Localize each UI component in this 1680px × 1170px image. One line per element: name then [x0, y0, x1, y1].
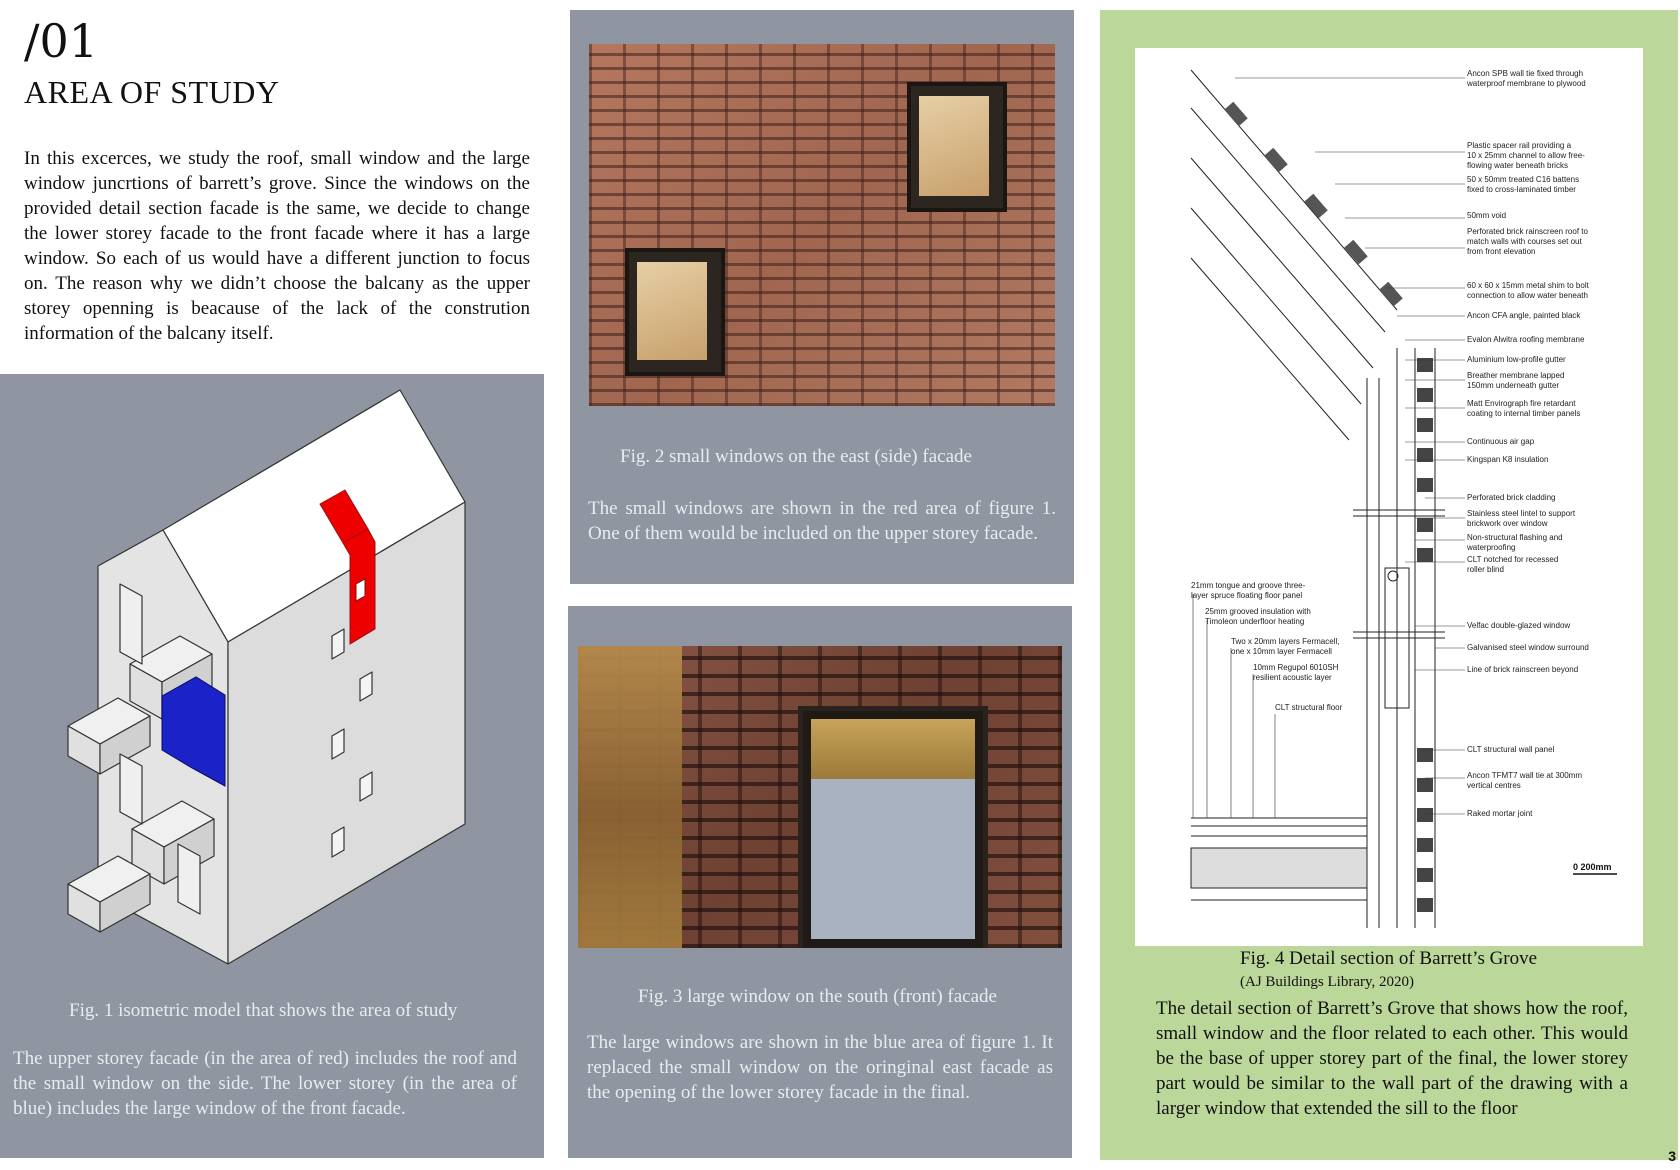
detail-section-drawing	[1135, 48, 1643, 946]
label-r-6: fixed to cross-laminated timber	[1467, 185, 1576, 194]
label-r-35: Raked mortar joint	[1467, 809, 1533, 818]
label-r-17: 150mm underneath gutter	[1467, 381, 1560, 390]
fig1-panel	[0, 374, 544, 1158]
label-r-1: waterproof membrane to plywood	[1467, 79, 1586, 88]
isometric-model-figure	[0, 374, 544, 994]
label-r-2: Plastic spacer rail providing a	[1467, 141, 1572, 150]
label-l-4: Two x 20mm layers Fermacell,	[1231, 637, 1340, 646]
label-r-19: coating to internal timber panels	[1467, 409, 1581, 418]
label-r-26: waterproofing	[1467, 543, 1516, 552]
label-r-29: Velfac double-glazed window	[1467, 621, 1571, 630]
label-r-30: Galvanised steel window surround	[1467, 643, 1589, 652]
label-r-0: Ancon SPB wall tie fixed through	[1467, 69, 1584, 78]
label-r-25: Non-structural flashing and	[1467, 533, 1563, 542]
label-l-8: CLT structural floor	[1275, 703, 1343, 712]
label-r-27: CLT notched for recessed	[1467, 555, 1559, 564]
page-section-number: /01	[24, 14, 99, 68]
label-r-20: Continuous air gap	[1467, 437, 1535, 446]
label-r-15: Aluminium low-profile gutter	[1467, 355, 1566, 364]
label-r-33: Ancon TFMT7 wall tie at 300mm	[1467, 771, 1583, 780]
small-windows-photo	[589, 44, 1055, 406]
large-window-photo	[578, 646, 1062, 948]
label-r-13: Ancon CFA angle, painted black	[1467, 311, 1581, 320]
page-number: 3	[1668, 1148, 1676, 1164]
label-l-5: one x 10mm layer Fermacell	[1231, 647, 1332, 656]
scale-label: 0 200mm	[1573, 862, 1612, 872]
label-r-22: Perforated brick cladding	[1467, 493, 1556, 502]
label-l-1: layer spruce floating floor panel	[1191, 591, 1303, 600]
label-r-3: 10 x 25mm channel to allow free-	[1467, 151, 1585, 160]
fig4-source: (AJ Buildings Library, 2020)	[1240, 974, 1415, 990]
window-upper	[907, 82, 1007, 212]
fig3-caption: Fig. 3 large window on the south (front) facade	[638, 986, 997, 1007]
label-r-8: Perforated brick rainscreen roof to	[1467, 227, 1588, 236]
fig4-description: The detail section of Barrett’s Grove that shows how the roof, small window and the floor related to each other. This would be the base of upper storey part of the final, the lower storey part would be similar to the wall part of the drawing with a larger window that extended the sill to the floor	[1156, 998, 1628, 1119]
label-r-14: Evalon Alwitra roofing membrane	[1467, 335, 1585, 344]
label-r-32: CLT structural wall panel	[1467, 745, 1555, 754]
label-l-2: 25mm grooved insulation with	[1205, 607, 1311, 616]
brass-cladding	[578, 646, 682, 948]
label-r-11: 60 x 60 x 15mm metal shim to bolt	[1467, 281, 1589, 290]
fig2-panel	[570, 10, 1074, 584]
label-l-6: 10mm Regupol 6010SH	[1253, 663, 1339, 672]
fig2-caption: Fig. 2 small windows on the east (side) facade	[620, 446, 972, 467]
label-l-0: 21mm tongue and groove three-	[1191, 581, 1306, 590]
label-l-7: resilient acoustic layer	[1253, 673, 1332, 682]
fig1-caption: Fig. 1 isometric model that shows the area of study	[69, 1000, 458, 1021]
label-r-9: match walls with courses set out	[1467, 237, 1582, 246]
fig2-description: The small windows are shown in the red area of figure 1. One of them would be included on the upper storey facade.	[588, 498, 1056, 544]
label-r-16: Breather membrane lapped	[1467, 371, 1565, 380]
label-l-3: Timoleon underfloor heating	[1205, 617, 1305, 626]
page-title: AREA OF STUDY	[24, 74, 280, 110]
label-r-18: Matt Envirograph fire retardant	[1467, 399, 1576, 408]
window-lower	[625, 248, 725, 376]
label-r-34: vertical centres	[1467, 781, 1521, 790]
fig3-description: The large windows are shown in the blue area of figure 1. It replaced the small window on the oringinal east facade as the opening of the lower storey facade in the final.	[587, 1032, 1053, 1103]
intro-paragraph: In this excerces, we study the roof, small window and the large window juncrtions of barrett’s grove. Since the windows on the provided detail section facade is the same, we decide to change the lower storey facade to the front facade where it has a large window. So each of us would have a different junction to focus on. The reason why we didn’t choose the balcany as the upper storey openning is beacause of the lack of the constrution information of the balcany itself.	[24, 148, 530, 344]
label-r-23: Stainless steel lintel to support	[1467, 509, 1576, 518]
label-r-31: Line of brick rainscreen beyond	[1467, 665, 1579, 674]
large-window-frame	[798, 706, 988, 948]
fig4-panel	[1100, 10, 1678, 1160]
label-r-28: roller blind	[1467, 565, 1504, 574]
label-r-7: 50mm void	[1467, 211, 1507, 220]
label-r-4: flowing water beneath bricks	[1467, 161, 1568, 170]
fig3-panel	[568, 606, 1072, 1158]
label-r-12: connection to allow water beneath	[1467, 291, 1588, 300]
label-r-24: brickwork over window	[1467, 519, 1548, 528]
fig1-description: The upper storey facade (in the area of red) includes the roof and the small window on the side. The lower storey (in the area of blue) includes the large window of the front facade.	[13, 1048, 517, 1119]
label-r-21: Kingspan K8 insulation	[1467, 455, 1549, 464]
fig4-caption: Fig. 4 Detail section of Barrett’s Grove	[1240, 948, 1538, 969]
label-r-10: from front elevation	[1467, 247, 1536, 256]
label-r-5: 50 x 50mm treated C16 battens	[1467, 175, 1580, 184]
